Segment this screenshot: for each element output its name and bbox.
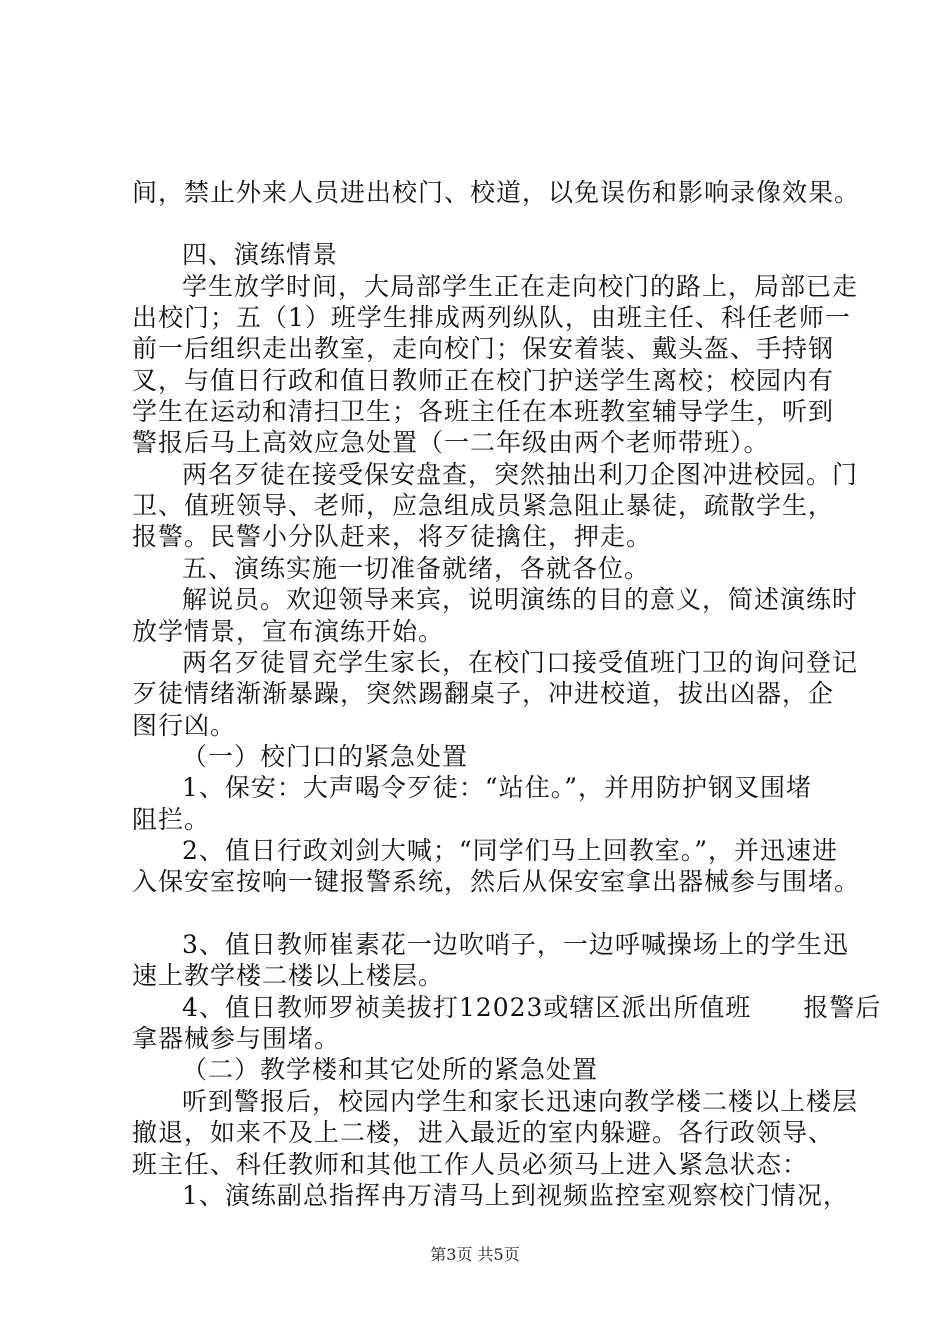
- text-line: 2、值日行政刘剑大喊；“同学们马上回教室。”，并迅速进: [182, 836, 838, 865]
- text-line: 拿器械参与围堵。: [132, 1024, 341, 1053]
- text-line: 撤退，如来不及上二楼，进入最近的室内躲避。各行政领导、: [132, 1118, 835, 1147]
- text-line: 速上教学楼二楼以上楼层。: [132, 961, 445, 990]
- text-line: 听到警报后，校园内学生和家长迅速向教学楼二楼以上楼层: [182, 1087, 859, 1116]
- text-line: 学生在运动和清扫卫生；各班主任在本班教室辅导学生，听到: [132, 397, 835, 426]
- text-line: 歹徒情绪渐渐暴躁，突然踢翻桌子，冲进校道，拔出凶器，企: [132, 679, 835, 708]
- text-line: 1、保安：大声喝令歹徒：“站住。”，并用防护钢叉围堵: [182, 773, 812, 802]
- text-line: 间，禁止外来人员进出校门、校道，以免误伤和影响录像效果。: [132, 178, 861, 207]
- text-line: 放学情景，宣布演练开始。: [132, 617, 445, 646]
- text-line: 3、值日教师崔素花一边吹哨子，一边呼喊操场上的学生迅: [182, 930, 849, 959]
- page-footer: 第3页 共5页: [430, 1245, 520, 1264]
- text-line: 两名歹徒冒充学生家长，在校门口接受值班门卫的询问登记: [182, 648, 859, 677]
- subsection-heading: （一）校门口的紧急处置: [182, 742, 469, 771]
- text-line: 两名歹徒在接受保安盘查，突然抽出利刀企图冲进校园。门: [182, 460, 859, 489]
- text-line: 解说员。欢迎领导来宾，说明演练的目的意义，简述演练时: [182, 585, 859, 614]
- text-line: 出校门；五（1）班学生排成两列纵队，由班主任、科任老师一: [132, 303, 851, 332]
- text-line: 卫、值班领导、老师，应急组成员紧急阻止暴徒，疏散学生，: [132, 491, 835, 520]
- text-line: 学生放学时间，大局部学生正在走向校门的路上，局部已走: [182, 272, 859, 301]
- text-line: 阻拦。: [132, 805, 211, 834]
- subsection-heading: （二）教学楼和其它处所的紧急处置: [182, 1055, 599, 1084]
- text-line: 1、演练副总指挥冉万清马上到视频监控室观察校门情况，: [182, 1181, 849, 1210]
- section-heading: 四、演练情景: [182, 240, 339, 269]
- text-line: 前一后组织走出教室，走向校门；保安着装、戴头盔、手持钢: [132, 334, 835, 363]
- text-line: 图行凶。: [132, 711, 237, 740]
- text-line: 入保安室按响一键报警系统，然后从保安室拿出器械参与围堵。: [132, 867, 861, 896]
- text-line: 叉，与值日行政和值日教师正在校门护送学生离校；校园内有: [132, 366, 835, 395]
- text-line: 班主任、科任教师和其他工作人员必须马上进入紧急状态：: [132, 1150, 809, 1179]
- section-heading: 五、演练实施一切准备就绪，各就各位。: [182, 554, 651, 583]
- text-line: 警报后马上高效应急处置（一二年级由两个老师带班）。: [132, 428, 770, 457]
- text-line: 报警。民警小分队赶来，将歹徒擒住，押走。: [132, 522, 653, 551]
- text-line: 4、值日教师罗祯美拔打12023或辖区派出所值班 报警后: [182, 993, 882, 1022]
